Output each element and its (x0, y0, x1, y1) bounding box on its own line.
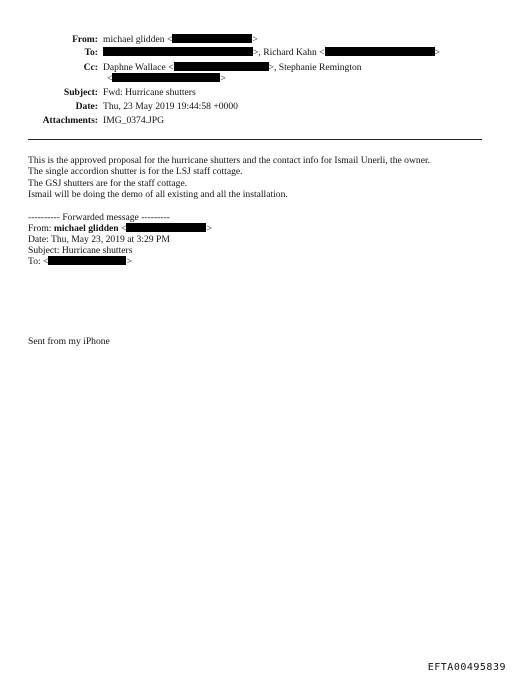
body-line: This is the approved proposal for the hurricane shutters and the contact info for Ismail Unerli, the owner. (28, 155, 431, 166)
redaction-bar (325, 47, 435, 56)
forwarded-from-prefix: From: (28, 223, 54, 234)
forwarded-from (28, 223, 212, 234)
body-line: The GSJ shutters are for the staff cottage. (28, 178, 188, 189)
forwarded-divider: ---------- Forwarded message --------- (28, 212, 170, 223)
forwarded-from-name: michael glidden (53, 223, 119, 234)
body-line: Ismail will be doing the demo of all existing and all the installation. (28, 189, 288, 200)
redaction-bar (112, 73, 220, 82)
forwarded-to (28, 256, 132, 267)
redaction-bar (172, 34, 252, 43)
header-divider (28, 139, 482, 140)
cc-mid: >, Stephanie Remington (268, 62, 362, 73)
date-value: Thu, 23 May 2019 19:44:58 +0000 (103, 101, 238, 112)
redaction-bar (103, 47, 253, 56)
attachments-label: Attachments: (42, 115, 98, 126)
cc-label: Cc: (83, 62, 98, 73)
attachments-value[interactable]: IMG_0374.JPG (103, 115, 165, 126)
from-value (103, 34, 258, 45)
from-close: > (252, 34, 258, 45)
redaction-bar (174, 62, 269, 71)
to-mid: >, Richard Kahn < (253, 47, 325, 58)
redaction-bar (48, 256, 126, 265)
forwarded-subject: Subject: Hurricane shutters (28, 245, 133, 256)
to-label: To: (84, 47, 98, 58)
redaction-bar (126, 223, 206, 232)
forwarded-to-close: > (126, 256, 132, 267)
cc-line2-open: < (107, 73, 113, 84)
cc-value-line2 (107, 73, 226, 84)
subject-value: Fwd: Hurricane shutters (103, 87, 196, 98)
date-label: Date: (75, 101, 98, 112)
cc-name: Daphne Wallace < (103, 62, 174, 73)
to-value (103, 47, 440, 58)
forwarded-date: Date: Thu, May 23, 2019 at 3:29 PM (28, 234, 170, 245)
cc-value (103, 62, 362, 73)
body-line: The single accordion shutter is for the LSJ staff cottage. (28, 166, 243, 177)
cc-line2-close: > (220, 73, 226, 84)
forwarded-from-close: > (206, 223, 212, 234)
from-name: michael glidden < (103, 34, 173, 45)
forwarded-from-open: < (118, 223, 127, 234)
subject-label: Subject: (63, 87, 98, 98)
document-id: EFTA00495839 (427, 662, 506, 673)
forwarded-to-prefix: To: < (28, 256, 49, 267)
from-label: From: (72, 34, 98, 45)
to-close: > (434, 47, 440, 58)
signature: Sent from my iPhone (28, 336, 110, 347)
